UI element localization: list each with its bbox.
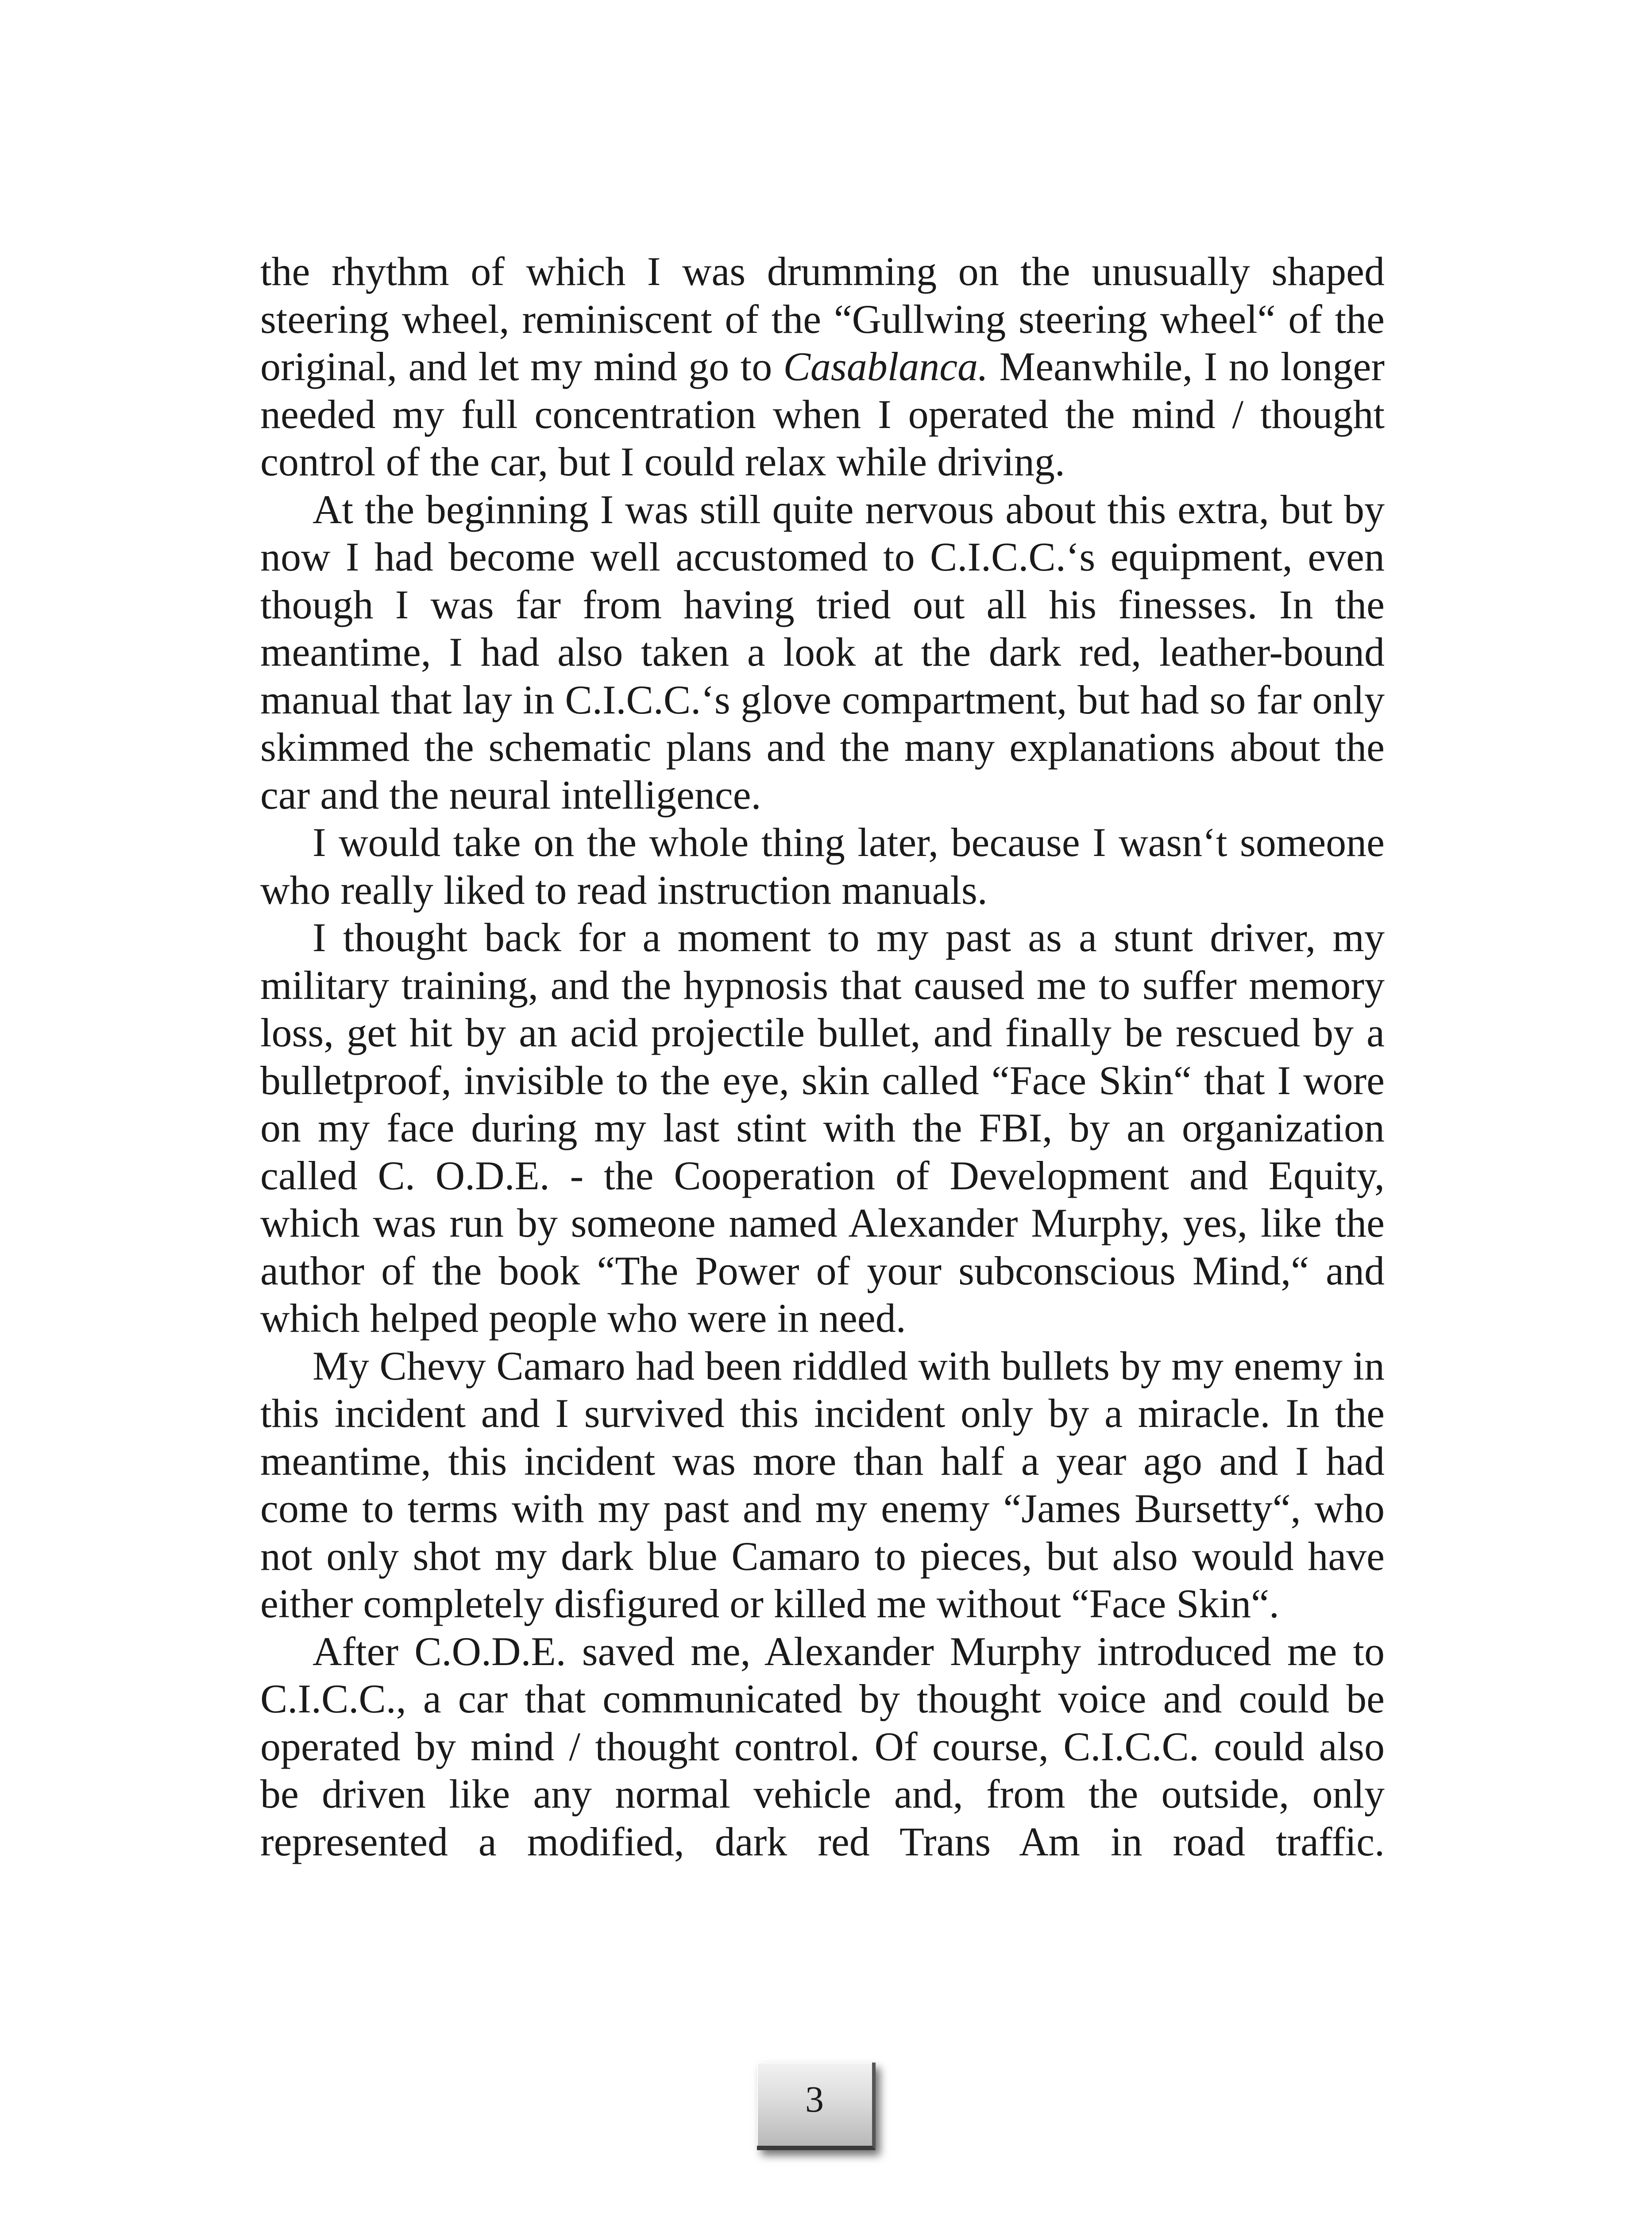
paragraph-4: [260, 914, 1385, 1342]
paragraph-5-segment-1: My Chevy Camaro had been riddled with bullets by my enemy in this incident and I survived this incident only by a miracle. In the meantime, this incident was more than half a year ago and I had come to terms with my past and my enemy “James Bursetty“, who not only shot my dark blue Camaro to pieces, but also would have either completely disfigured or killed me without “Face Skin“.: [260, 1343, 1385, 1626]
paragraph-1: [260, 248, 1385, 486]
paragraph-6-segment-1: After C.O.D.E. saved me, Alexander Murphy introduced me to C.I.C.C., a car that communicated by thought voice and could be operated by mind / thought control. Of course, C.I.C.C. could also be driven like any normal vehicle and, from the outside, only represented a modified, dark red Trans Am in road traffic.: [260, 1628, 1385, 1864]
paragraph-5: [260, 1342, 1385, 1628]
body-text: [260, 248, 1385, 1866]
page-number: 3: [805, 2079, 824, 2120]
paragraph-2-segment-1: At the beginning I was still quite nervous about this extra, but by now I had become well accustomed to C.I.C.C.‘s equipment, even though I was far from having tried out all his finesses. In the meantime, I had also taken a look at the dark red, leather-bound manual that lay in C.I.C.C.‘s glove compartment, but had so far only skimmed the schematic plans and the many explanations about the car and the neural intelligence.: [260, 486, 1385, 817]
paragraph-1-segment-1: the rhythm of which I was drumming on the unusually shaped steering wheel, reminiscent of the “Gullwing steering wheel“ of the original, and let my mind go to: [260, 249, 1385, 389]
paragraph-3: [260, 819, 1385, 914]
paragraph-6: [260, 1628, 1385, 1866]
page-number-box: [757, 2063, 876, 2150]
paragraph-2: [260, 486, 1385, 819]
paragraph-3-segment-1: I would take on the whole thing later, because I wasn‘t someone who really liked to read instruction manuals.: [260, 820, 1385, 913]
paragraph-1-segment-3: Meanwhile, I no longer needed my full concentration when I operated the mind / thought control of the car, but I could relax while driving.: [260, 344, 1385, 484]
paragraph-1-segment-2-italic: Casablanca.: [783, 344, 988, 389]
paragraph-4-segment-1: I thought back for a moment to my past as a stunt driver, my military training, and the hypnosis that caused me to suffer memory loss, get hit by an acid projectile bullet, and finally be rescued by a bulletproof, invisible to the eye, skin called “Face Skin“ that I wore on my face during my last stint with the FBI, by an organization called C. O.D.E. - the Cooperation of Development and Equity, which was run by someone named Alexander Murphy, yes, like the author of the book “The Power of your subconscious Mind,“ and which helped people who were in need.: [260, 915, 1385, 1341]
